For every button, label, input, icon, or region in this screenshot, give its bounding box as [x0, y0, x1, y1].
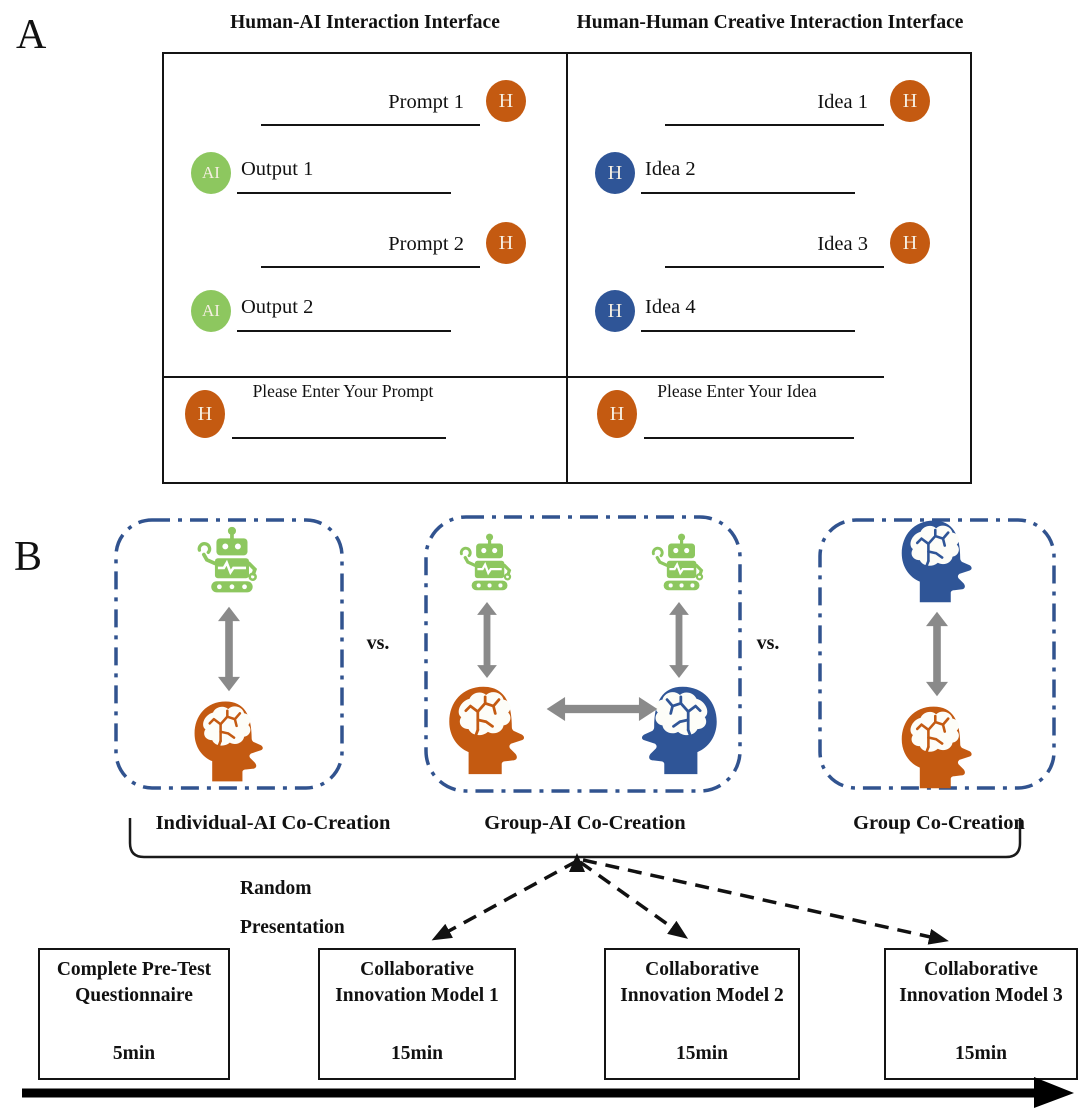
ai-avatar [191, 290, 231, 332]
random-assignment-arrow-2 [580, 862, 684, 936]
avatar-letter: H [197, 402, 213, 425]
stage-duration: 15min [954, 1043, 1007, 1064]
stage-duration: 15min [675, 1043, 728, 1064]
avatar-letter: AI [202, 163, 220, 182]
human-ai-chat-area [164, 54, 568, 376]
avatar-letter: H [498, 89, 514, 112]
ai-avatar [191, 152, 231, 194]
avatar-letter: H [902, 89, 918, 112]
human-avatar [595, 290, 635, 332]
prompt-input-hint: Please Enter Your Prompt [252, 381, 434, 401]
message-text: Idea 1 [817, 91, 868, 113]
stage-box-pretest [38, 948, 230, 1080]
message-underline [665, 124, 884, 126]
avatar-letter: H [498, 231, 514, 254]
random-presentation-label-line1: Random [240, 878, 312, 899]
message-underline [665, 266, 884, 268]
prompt-input-underline [232, 437, 446, 439]
idea-input-hint: Please Enter Your Idea [657, 381, 817, 401]
stage-title-line1: Collaborative [360, 959, 474, 980]
stage-box-model-2 [604, 948, 800, 1080]
individual-ai-condition-box [114, 518, 344, 790]
message-text: Output 2 [241, 296, 314, 318]
human-human-interface-title: Human-Human Creative Interaction Interface [576, 12, 964, 33]
stage-title-line1: Complete Pre-Test [56, 959, 212, 980]
vertical-double-arrow-icon [926, 611, 948, 697]
interface-mockup-frame [162, 52, 972, 484]
idea-input-underline [644, 437, 854, 439]
avatar-letter: H [607, 161, 623, 184]
vertical-double-arrow-icon [476, 602, 498, 678]
human-human-chat-area [568, 54, 970, 376]
stage-duration: 5min [112, 1043, 156, 1064]
stage-box-model-1 [318, 948, 516, 1080]
message-underline [261, 266, 480, 268]
horizontal-double-arrow-icon [544, 697, 660, 721]
message-text: Prompt 1 [388, 91, 464, 113]
message-underline [237, 330, 451, 332]
versus-label: vs. [366, 632, 390, 654]
prompt-input-area [164, 378, 568, 476]
human-avatar [185, 390, 225, 438]
stage-title-line2: Questionnaire [75, 984, 193, 1006]
stage-title-line1: Collaborative [924, 959, 1038, 980]
human-avatar [890, 80, 930, 122]
message-text: Idea 4 [645, 296, 696, 318]
random-assignment-arrow-1 [436, 861, 577, 938]
avatar-letter: H [609, 402, 625, 425]
avatar-letter: AI [202, 301, 220, 320]
human-ai-interface-title: Human-AI Interaction Interface [230, 12, 500, 33]
random-presentation-label-line2: Presentation [240, 917, 345, 938]
condition-label-individual-ai: Individual-AI Co-Creation [155, 812, 391, 834]
avatar-letter: H [902, 231, 918, 254]
message-text: Output 1 [241, 158, 314, 180]
message-underline [641, 192, 855, 194]
message-underline [237, 192, 451, 194]
origin-arrowhead [569, 853, 585, 872]
condition-label-group-ai: Group-AI Co-Creation [484, 812, 686, 834]
human-brain-head-icon [894, 518, 980, 604]
group-condition-box [818, 518, 1056, 790]
timeline-arrowhead [1034, 1077, 1074, 1108]
message-row [568, 290, 970, 380]
stage-box-model-3 [884, 948, 1078, 1080]
stage-title-line2: Innovation Model 1 [335, 984, 499, 1006]
versus-label: vs. [756, 632, 780, 654]
panel-a-label: A [16, 12, 47, 58]
human-avatar [595, 152, 635, 194]
stage-title-line2: Innovation Model 2 [620, 984, 784, 1006]
vertical-double-arrow-icon [668, 602, 690, 678]
message-text: Idea 3 [817, 233, 868, 255]
avatar-letter: H [607, 299, 623, 322]
human-avatar [486, 222, 526, 264]
human-avatar [486, 80, 526, 122]
stage-duration: 15min [390, 1043, 443, 1064]
ai-robot-icon [455, 532, 519, 596]
message-text: Prompt 2 [388, 233, 464, 255]
human-avatar [890, 222, 930, 264]
random-assignment-arrow-3 [583, 860, 944, 940]
ai-robot-icon [192, 525, 266, 599]
stage-title-line1: Collaborative [645, 959, 759, 980]
panel-b-label: B [14, 534, 43, 580]
message-text: Idea 2 [645, 158, 696, 180]
ai-robot-icon [647, 532, 711, 596]
stage-title-line2: Innovation Model 3 [899, 984, 1063, 1006]
human-brain-head-icon [441, 684, 533, 776]
group-ai-condition-box [424, 515, 742, 793]
condition-label-group: Group Co-Creation [853, 812, 1025, 834]
message-underline [641, 330, 855, 332]
message-row [164, 290, 568, 380]
idea-input-area [568, 378, 970, 476]
message-underline [261, 124, 480, 126]
vertical-double-arrow-icon [218, 606, 240, 692]
human-brain-head-icon [187, 699, 271, 783]
human-brain-head-icon [894, 704, 980, 790]
